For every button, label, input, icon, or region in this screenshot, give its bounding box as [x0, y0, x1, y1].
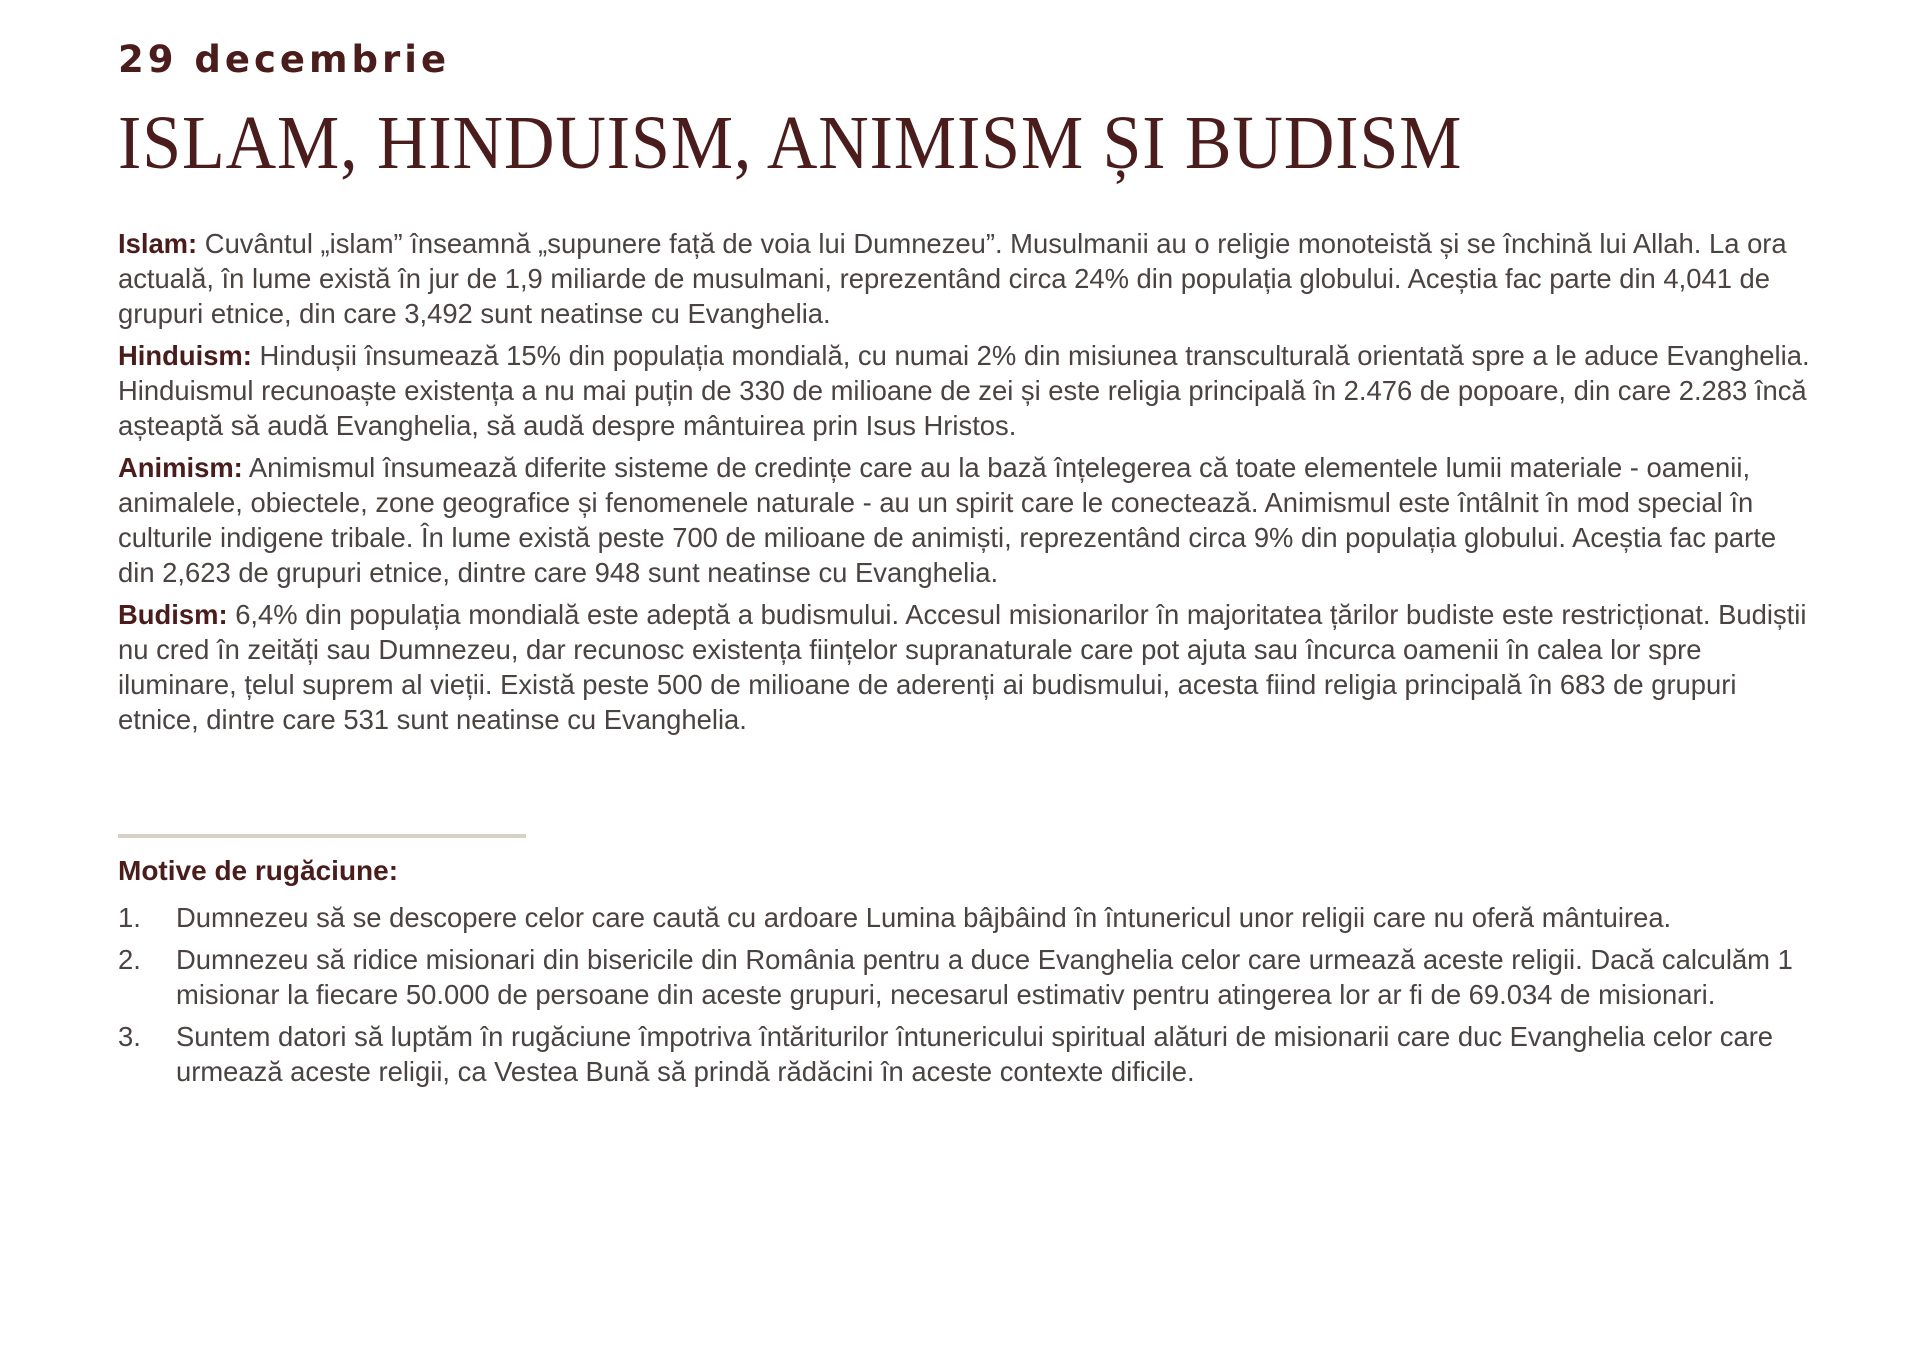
- prayer-text: Dumnezeu să se descopere celor care caută cu ardoare Lumina bâjbâind în întunericul unor religii care nu oferă mântuirea.: [176, 902, 1672, 933]
- page-title: ISLAM, HINDUISM, ANIMISM ȘI BUDISM: [118, 101, 1463, 185]
- prayer-list: [118, 900, 1818, 1096]
- page-date: 29 decembrie: [118, 38, 451, 81]
- label-islam: Islam:: [118, 228, 198, 259]
- text-budism: 6,4% din populația mondială este adeptă a budismului. Accesul misionarilor în majoritatea țărilor budiste este restricționat. Budiștii nu cred în zeități sau Dumnezeu, dar recunosc existența ființelor supranaturale care pot ajuta sau încurca oamenii în calea lor spre iluminare, țelul suprem al vieții. Există peste 500 de milioane de aderenți ai budismului, acesta fiind religia principală în 683 de grupuri etnice, dintre care 531 sunt neatinse cu Evanghelia.: [118, 599, 1807, 735]
- religions-section: [118, 226, 1818, 744]
- prayer-number: 3.: [118, 1021, 141, 1052]
- paragraph-budism: [118, 597, 1818, 737]
- prayer-number: 1.: [118, 902, 141, 933]
- prayer-item-2: [118, 942, 1818, 1012]
- prayer-text: Dumnezeu să ridice misionari din bisericile din România pentru a duce Evanghelia celor care urmează aceste religii. Dacă calculăm 1 misionar la fiecare 50.000 de persoane din aceste grupuri, necesarul estimativ pentru atingerea lor ar fi de 69.034 de misionari.: [176, 944, 1793, 1010]
- label-budism: Budism:: [118, 599, 228, 630]
- paragraph-animism: [118, 450, 1818, 590]
- prayer-item-1: [118, 900, 1818, 935]
- prayer-text: Suntem datori să luptăm în rugăciune împotriva întăriturilor întunericului spiritual alături de misionarii care duc Evanghelia celor care urmează aceste religii, ca Vestea Bună să prindă rădăcini în aceste contexte dificile.: [176, 1021, 1774, 1087]
- paragraph-islam: [118, 226, 1818, 331]
- text-islam: Cuvântul „islam” înseamnă „supunere față de voia lui Dumnezeu”. Musulmanii au o religie monoteistă și se închină lui Allah. La ora actuală, în lume există în jur de 1,9 miliarde de musulmani, reprezentând circa 24% din populația globului. Aceștia fac parte din 4,041 de grupuri etnice, din care 3,492 sunt neatinse cu Evanghelia.: [118, 228, 1787, 329]
- label-hinduism: Hinduism:: [118, 340, 252, 371]
- label-animism: Animism:: [118, 452, 243, 483]
- prayer-number: 2.: [118, 944, 141, 975]
- text-animism: Animismul însumează diferite sisteme de credințe care au la bază înțelegerea că toate elementele lumii materiale - oamenii, animalele, obiectele, zone geografice și fenomenele naturale - au un spirit care le conectează. Animismul este întâlnit în mod special în culturile indigene tribale. În lume există peste 700 de milioane de animiști, reprezentând circa 9% din populația globului. Aceștia fac parte din 2,623 de grupuri etnice, dintre care 948 sunt neatinse cu Evanghelia.: [118, 452, 1777, 588]
- prayer-heading: Motive de rugăciune:: [118, 855, 399, 886]
- paragraph-hinduism: [118, 338, 1818, 443]
- section-divider: [118, 834, 526, 838]
- text-hinduism: Hindușii însumează 15% din populația mondială, cu numai 2% din misiunea transculturală orientată spre a le aduce Evanghelia. Hinduismul recunoaște existența a nu mai puțin de 330 de milioane de zei și este religia principală în 2.476 de popoare, din care 2.283 încă așteaptă să audă Evanghelia, să audă despre mântuirea prin Isus Hristos.: [118, 340, 1810, 441]
- prayer-item-3: [118, 1019, 1818, 1089]
